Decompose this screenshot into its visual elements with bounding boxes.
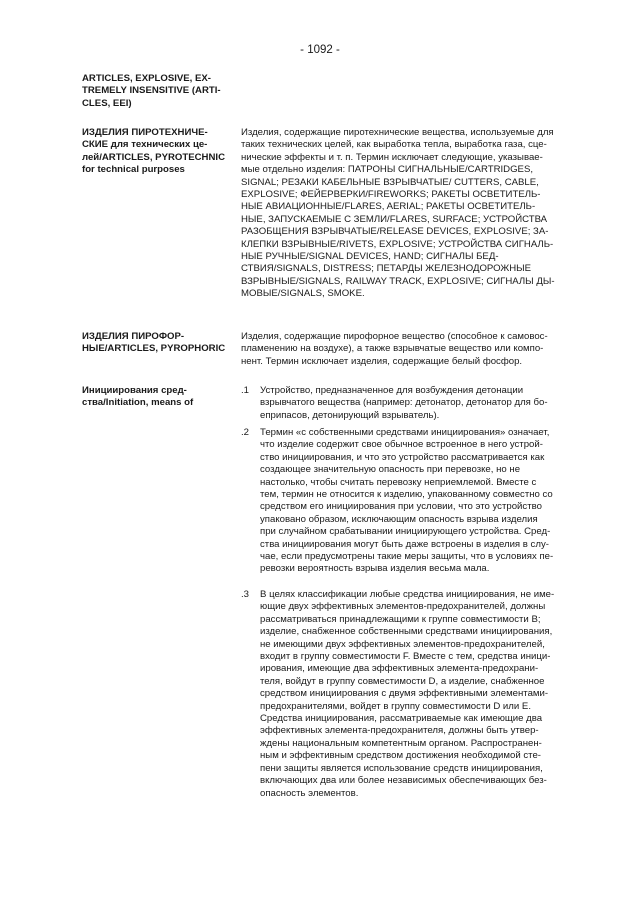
definition-articles-pyrotechnic: Изделия, содержащие пиротехнические вещества, используемые для таких технических целей, как выработка тепла, выработка газа, сце- нические эффекты и т. п. Термин исключает следующие, указывае- мые отдельно изделия: ПАТРОНЫ СИГНАЛЬНЫЕ/CARTRIDGES, SIGNAL; РЕЗАКИ КАБЕЛЬНЫЕ ВЗРЫВЧАТЫЕ/ CUTTERS, CABLE, EXPLOSIVE; ФЕЙЕРВЕРКИ/FIREWORKS; РАКЕТЫ ОСВЕТИТЕЛЬ- НЫЕ АВИАЦИОННЫЕ/FLARES, AERIAL; РАКЕТЫ ОСВЕТИТЕЛЬ- НЫЕ, ЗАПУСКАЕМЫЕ С ЗЕМЛИ/FLARES, SURFACE; УСТРОЙСТВА РАЗОБЩЕНИЯ ВЗРЫВЧАТЫЕ/RELEASE DEVICES, EXPLOSIVE; ЗА- КЛЕПКИ ВЗРЫВНЫЕ/RIVETS, EXPLOSIVE; УСТРОЙСТВА СИГНАЛЬ- НЫЕ РУЧНЫЕ/SIGNAL DEVICES, HAND; СИГНАЛЫ БЕД- СТВИЯ/SIGNALS, DISTRESS; ПЕТАРДЫ ЖЕЛЕЗНОДОРОЖНЫЕ ВЗРЫВНЫЕ/SIGNALS, RAILWAY TRACK, EXPLOSIVE; СИГНАЛЫ ДЫ- МОВЫЕ/SIGNALS, SMOKE. bbox=[241, 127, 555, 300]
term-initiation-means: Инициирования сред- ства/Initiation, means of bbox=[82, 385, 194, 409]
item-text: Устройство, предназначенное для возбуждения детонации взрывчатого вещества (например: детонатор, детонатор для бо- еприпасов, детонирующий взрыватель). bbox=[260, 385, 548, 421]
page-number: - 1092 - bbox=[300, 44, 340, 56]
term-articles-pyrotechnic: ИЗДЕЛИЯ ПИРОТЕХНИЧЕ- СКИЕ для технических це- лей/ARTICLES, PYROTECHNIC for technical purposes bbox=[82, 127, 225, 176]
term-articles-eei: ARTICLES, EXPLOSIVE, EX- TREMELY INSENSITIVE (ARTI- CLES, EEI) bbox=[82, 73, 221, 109]
item-text: В целях классификации любые средства инициирования, не име- ющие двух эффективных элементов-предохранителей, должны рассматриваться принадлежащими к группе совместимости B; изделие, снабженное собственными средствами инициирования, не имеющими двух эффективных элементов-предохранителей, входит в группу совместимости F. Вместе с тем, средства иници- ирования, имеющие два эффективных элемента-предохрани- теля, войдут в группу совместимости D, а изделие, снабженное средством инициирования с двумя эффективными элементами- предохранителями, войдет в группу совместимости D или E. Средства инициирования, рассматриваемые как имеющие два эффективных элемента-предохранителя, должны быть утвер- ждены национальным компетентным органом. Распространен- ным и эффективным средством достижения необходимой сте- пени защиты является использование средств инициирования, включающих два или более независимых обеспечивающих без- опасность элементов. bbox=[260, 589, 555, 799]
item-text: Термин «с собственными средствами инициирования» означает, что изделие содержит свое обычное встроенное в него устрой- ство инициирования, и что это устройство рассматривается как создающее значительную опасность при перевозке, но не настолько, чтобы считать перевозку неприемлемой. Вместе с тем, термин не относится к изделию, упакованному совместно со средством его инициирования при условии, что это устройство упаковано образом, исключающим опасность взрыва изделия при случайном срабатывании инициирующего устройства. Сред- ства инициирования могут быть даже встроены в изделия в слу- чае, если предусмотрены такие меры защиты, что в условиях пе- ревозки вероятность взрыва изделия весьма мала. bbox=[260, 427, 554, 575]
definition-articles-pyrophoric: Изделия, содержащие пирофорное вещество (способное к самовос- пламенению на воздухе), а также взрывчатые вещество или компо- нент. Термин исключает изделия, содержащие белый фосфор. bbox=[241, 331, 548, 367]
item-number: .3 bbox=[241, 589, 250, 600]
item-number: .1 bbox=[241, 385, 250, 396]
item-number: .2 bbox=[241, 427, 250, 438]
term-articles-pyrophoric: ИЗДЕЛИЯ ПИРОФОР- НЫЕ/ARTICLES, PYROPHORIC bbox=[82, 331, 226, 355]
